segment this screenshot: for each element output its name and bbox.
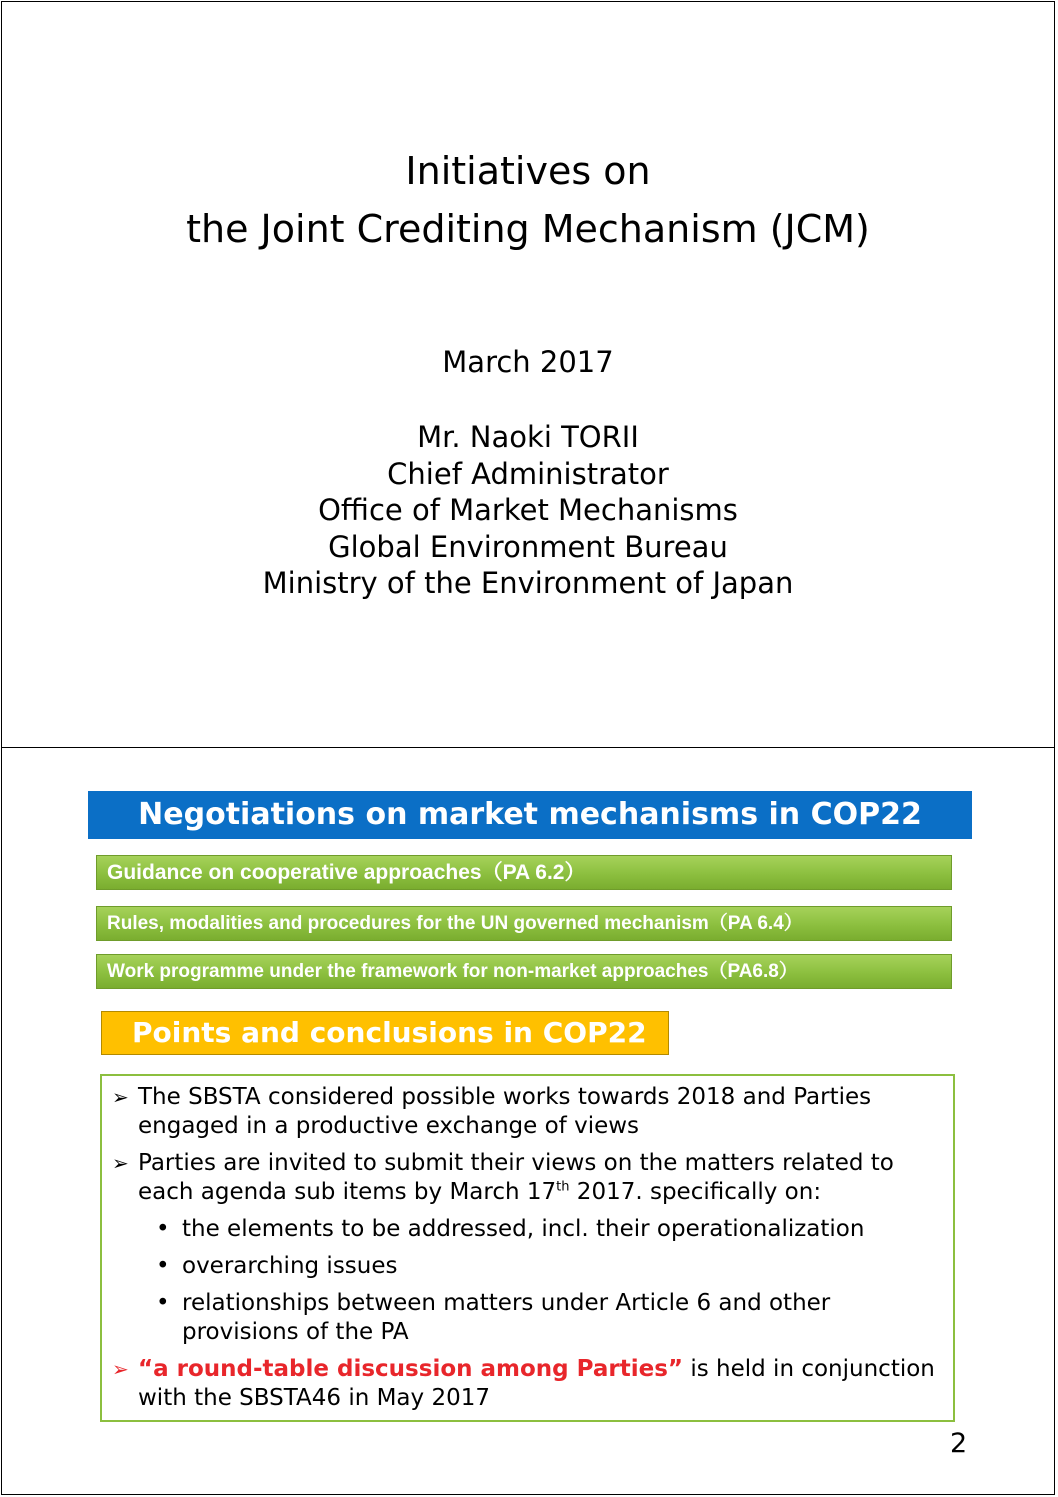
title-slide [1, 1, 1055, 749]
topic-bar-pa-6-2: Guidance on cooperative approaches（PA 6.2） [96, 855, 952, 890]
sub-bullet-text: relationships between matters under Article 6 and other provisions of the PA [182, 1290, 831, 1345]
highlighted-text: “a round-table discussion among Parties” [138, 1356, 684, 1382]
arrow-bullet-icon: ➢ [112, 1357, 129, 1381]
sub-bullet-item [112, 1252, 943, 1281]
author-bureau: Global Environment Bureau [328, 529, 728, 564]
points-box [100, 1074, 955, 1422]
author-name: Mr. Naoki TORII [417, 420, 639, 454]
content-slide [1, 747, 1055, 1495]
bullet-item [112, 1149, 943, 1207]
author-ministry: Ministry of the Environment of Japan [262, 566, 794, 600]
topic-bar-pa-6-4: Rules, modalities and procedures for the UN governed mechanism（PA 6.4） [96, 906, 952, 941]
author-block [2, 419, 1054, 602]
presentation-title [2, 142, 1054, 258]
bullet-item [112, 1355, 943, 1413]
slide-banner-title: Negotiations on market mechanisms in COP22 [88, 791, 972, 839]
title-line-1: Initiatives on [405, 149, 651, 193]
sub-bullet-text: overarching issues [182, 1253, 398, 1279]
dot-bullet-icon: • [156, 1253, 170, 1279]
title-line-2: the Joint Crediting Mechanism (JCM) [186, 207, 870, 251]
bullet-item [112, 1083, 943, 1141]
sub-bullet-item [112, 1215, 943, 1244]
author-position: Chief Administrator [387, 456, 669, 491]
dot-bullet-icon: • [156, 1216, 170, 1242]
page-number: 2 [950, 1428, 968, 1459]
topic-bar-pa-6-8: Work programme under the framework for non-market approaches（PA6.8） [96, 954, 952, 989]
arrow-bullet-icon: ➢ [112, 1151, 129, 1175]
sub-bullet-item [112, 1289, 943, 1347]
sub-bullet-text: the elements to be addressed, incl. their operationalization [182, 1216, 865, 1242]
author-office: Office of Market Mechanisms [318, 493, 738, 527]
bullet-text-continued: 2017. specifically on: [569, 1179, 822, 1205]
bullet-text: The SBSTA considered possible works towards 2018 and Parties engaged in a productive exchange of views [138, 1084, 872, 1139]
bullet-text: is held in conjunction with the SBSTA46 in May 2017 [138, 1356, 935, 1411]
points-header: Points and conclusions in COP22 [101, 1011, 669, 1055]
arrow-bullet-icon: ➢ [112, 1085, 129, 1109]
ordinal-suffix: th [556, 1179, 570, 1195]
dot-bullet-icon: • [156, 1290, 170, 1316]
bullet-text: Parties are invited to submit their views on the matters related to each agenda sub items by March 17 [138, 1150, 894, 1205]
presentation-date: March 2017 [442, 345, 614, 379]
